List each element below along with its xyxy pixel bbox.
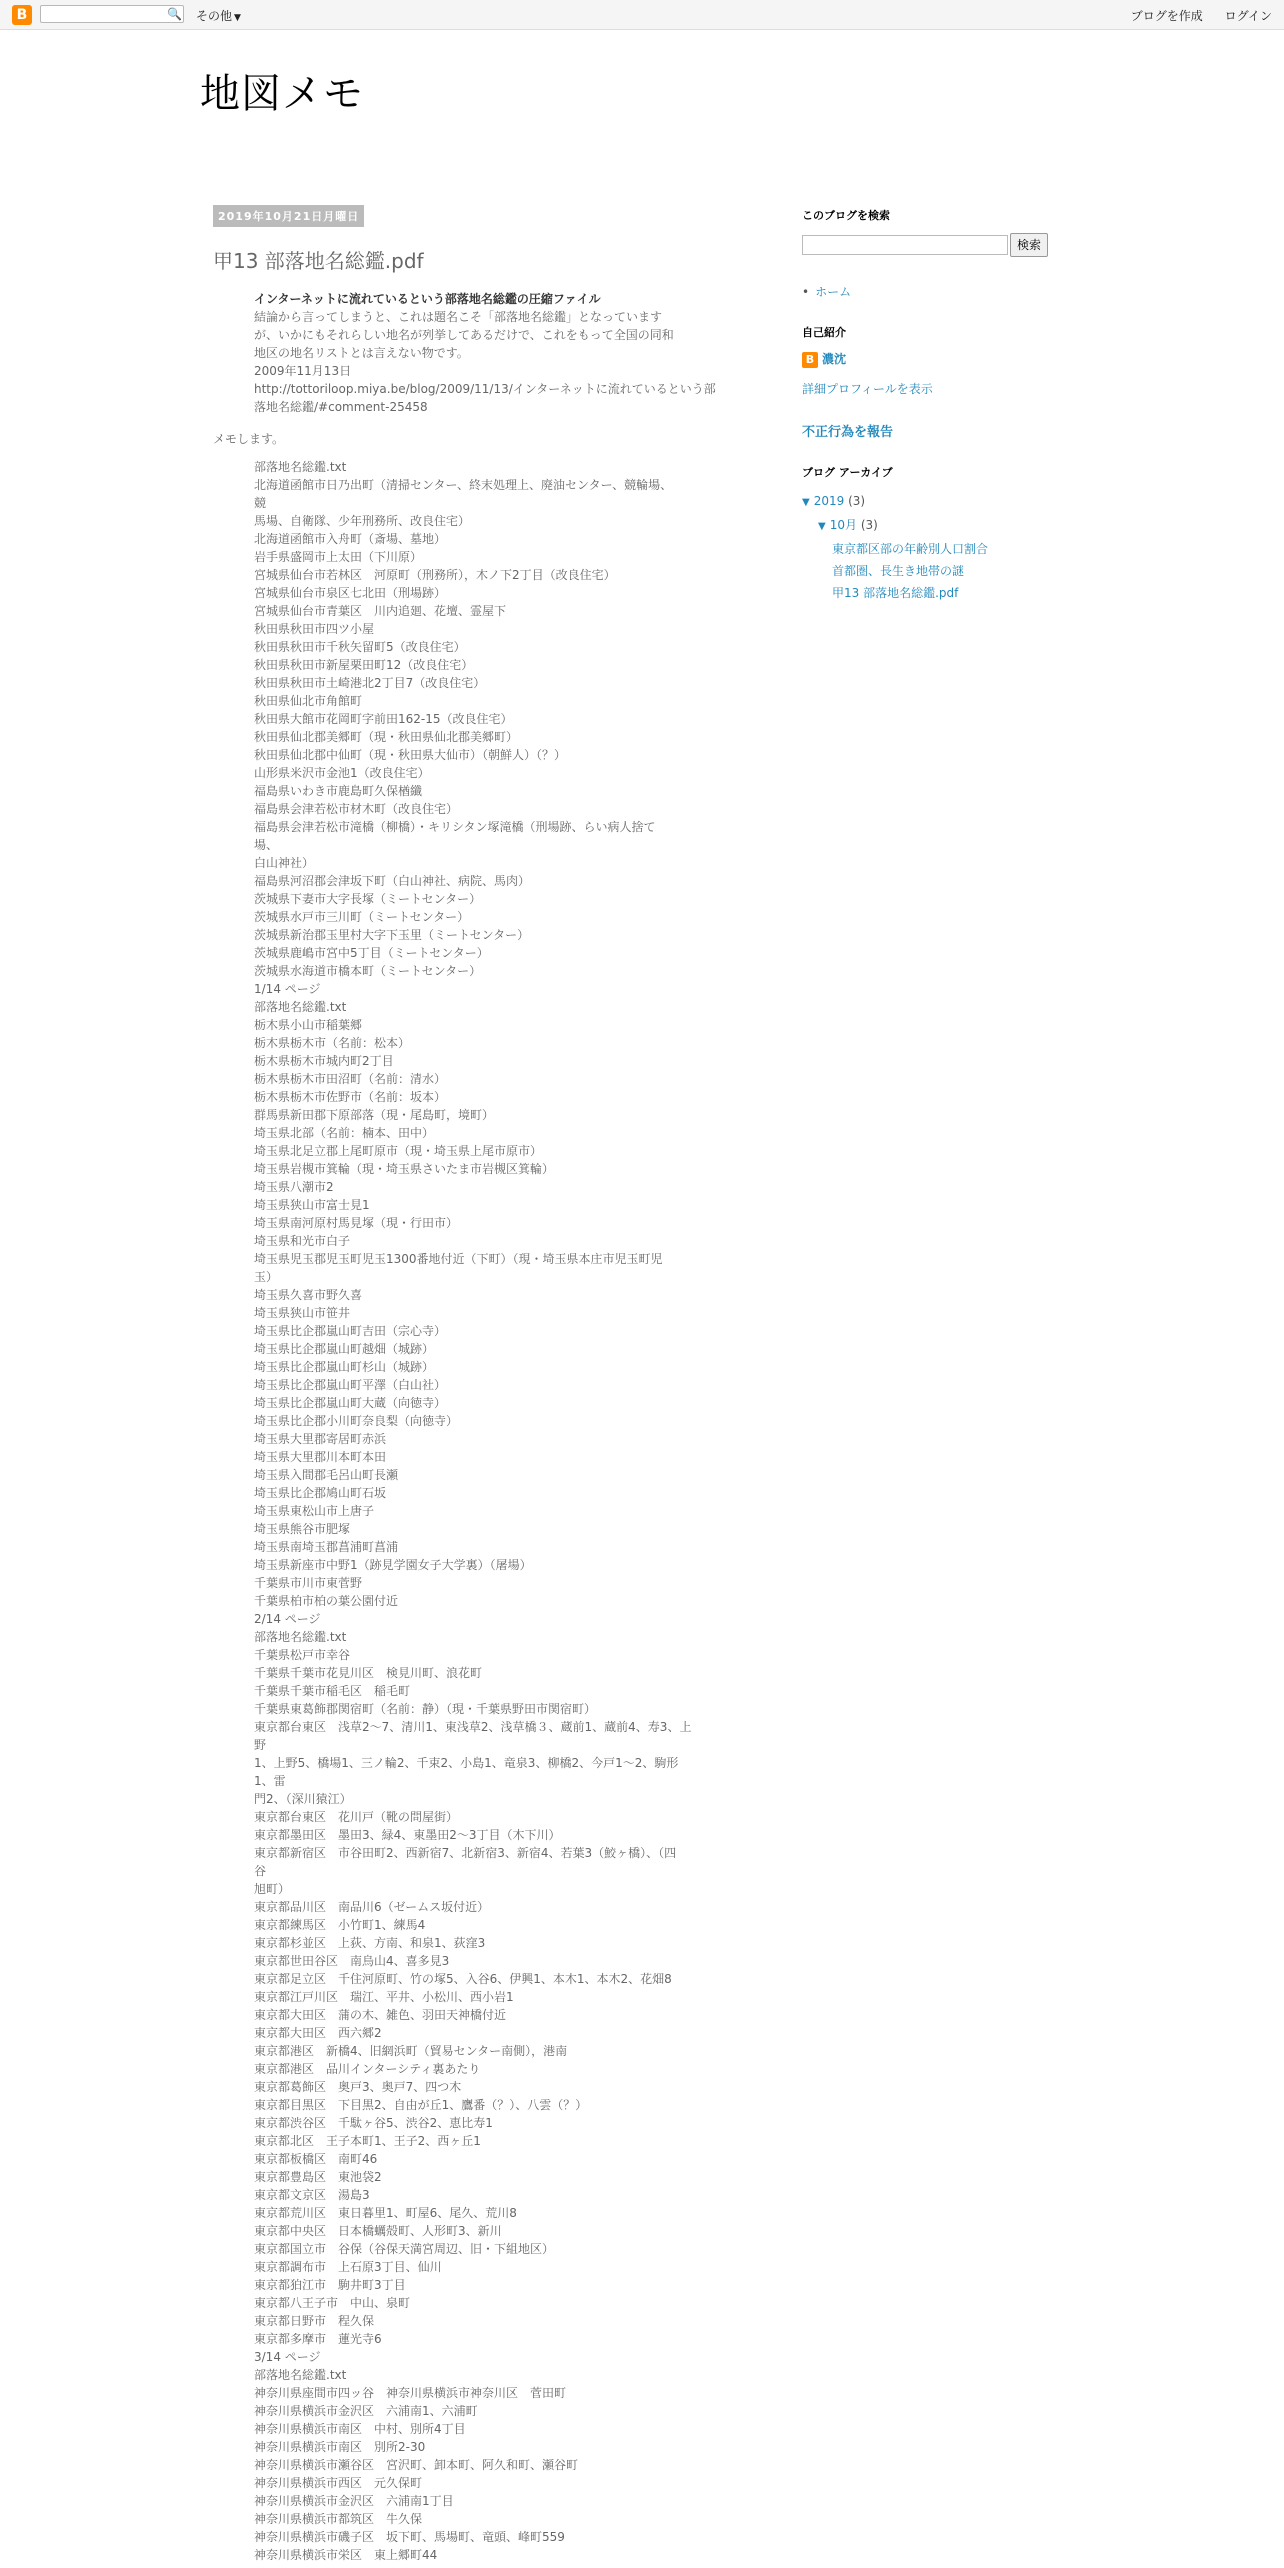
post-line: 千葉県柏市柏の葉公園付近 [254, 1594, 399, 1608]
post-line: 秋田県秋田市土崎港北2丁目7（改良住宅） [254, 676, 486, 690]
post-line: 東京都調布市 上石原3丁目、仙川 [254, 2260, 442, 2274]
post-date: 2019年10月21日月曜日 [213, 205, 364, 227]
blogger-logo-icon[interactable]: B [12, 5, 32, 25]
post-line: 東京都大田区 蒲の木、雑色、羽田天神橋付近 [254, 2008, 507, 2022]
post-line: 宮城県仙台市若林区 河原町（刑務所），木ノ下2丁目（改良住宅） [254, 568, 616, 582]
post-line: 東京都多摩市 蓮光寺6 [254, 2332, 382, 2346]
post-line: 埼玉県入間郡毛呂山町長瀬 [254, 1468, 399, 1482]
post-line: 東京都台東区 浅草2～7、清川1、東浅草2、浅草橋３、蔵前1、蔵前4、寿3、上 [254, 1720, 692, 1734]
post-line: 東京都日野市 程久保 [254, 2314, 375, 2328]
post-line: 埼玉県比企郡嵐山町大蔵（向徳寺） [254, 1396, 447, 1410]
navbar-search-input[interactable] [40, 5, 184, 23]
more-menu[interactable] [196, 7, 241, 24]
post-line: 埼玉県比企郡嵐山町吉田（宗心寺） [254, 1324, 447, 1338]
post-line: 埼玉県南埼玉郡菖浦町菖浦 [254, 1540, 399, 1554]
caret-down-icon: ▼ [234, 13, 241, 23]
post-line: 福島県いわき市鹿島町久保楢纖 [254, 784, 423, 798]
post-line: 宮城県仙台市青葉区 川内追廻、花壇、霊屋下 [254, 604, 507, 618]
post-line: 東京都大田区 西六郷2 [254, 2026, 382, 2040]
post-line: 埼玉県狭山市富士見1 [254, 1198, 370, 1212]
login-link[interactable]: ログイン [1224, 9, 1272, 23]
post-line: 神奈川県横浜市金沢区 六浦南1、六浦町 [254, 2404, 478, 2418]
expand-triangle-icon[interactable]: ▼ [802, 496, 810, 508]
post-line: 部落地名総鑑.txt [254, 2368, 347, 2382]
post-line: 1、上野5、橋場1、三ノ輪2、千束2、小島1、竜泉3、柳橋2、今戸1～2、駒形 [254, 1756, 679, 1770]
archive-post-link[interactable]: 首都圏、長生き地帯の謎 [832, 563, 965, 578]
post-line: 埼玉県比企郡鳩山町石坂 [254, 1486, 387, 1500]
post-line: 東京都杉並区 上荻、方南、和泉1、荻窪3 [254, 1936, 486, 1950]
post-line: 千葉県東葛飾郡関宿町（名前：静）（現・千葉県野田市関宿町） [254, 1702, 597, 1716]
quote-body [254, 308, 724, 416]
post-line: 東京都江戸川区 瑞江、平井、小松川、西小岩1 [254, 1990, 514, 2004]
post-line: 千葉県千葉市稲毛区 稲毛町 [254, 1684, 411, 1698]
archive-year-count: (3) [848, 493, 866, 508]
post-line: 東京都中央区 日本橋蠣殻町、人形町3、新川 [254, 2224, 502, 2238]
page-link-home[interactable]: • ホーム [802, 283, 1062, 300]
post-body-list [254, 458, 724, 2564]
profile-title: 自己紹介 [802, 326, 846, 339]
post-line: 秋田県大館市花岡町字前田162-15（改良住宅） [254, 712, 513, 726]
post-line: 埼玉県比企郡嵐山町越畑（城跡） [254, 1342, 435, 1356]
post-line: 福島県河沼郡会津坂下町（白山神社、病院、馬肉） [254, 874, 531, 888]
quote-line: http://tottoriloop.miya.be/blog/2009/11/13/インターネットに流れているという部 [254, 382, 716, 396]
post-line: 東京都板橋区 南町46 [254, 2152, 378, 2166]
post-line: 埼玉県大里郡寄居町赤浜 [254, 1432, 387, 1446]
post-line: 埼玉県比企郡嵐山町平澤（白山社） [254, 1378, 447, 1392]
quote-line: 2009年11月13日 [254, 364, 352, 378]
post-line: 神奈川県横浜市南区 別所2-30 [254, 2440, 426, 2454]
quote-line: 地区の地名リストとは言えない物です。 [254, 346, 469, 360]
post-line: 3/14 ページ [254, 2350, 321, 2364]
post-line: 宮城県仙台市泉区七北田（刑場跡） [254, 586, 447, 600]
post-line: 東京都渋谷区 千駄ヶ谷5、渋谷2、恵比寿1 [254, 2116, 493, 2130]
archive-month-count: (3) [860, 517, 878, 532]
post-line: 栃木県小山市稲葉郷 [254, 1018, 363, 1032]
post-line: 栃木県栃木市田沼町（名前：清水） [254, 1072, 447, 1086]
post-line: 東京都文京区 湯島3 [254, 2188, 370, 2202]
expand-triangle-icon[interactable]: ▼ [818, 520, 826, 532]
post-line: 谷 [254, 1864, 267, 1878]
archive-title: ブログ アーカイブ [802, 465, 893, 479]
post-quote [254, 290, 724, 416]
post-line: 東京都北区 王子本町1、王子2、西ヶ丘1 [254, 2134, 481, 2148]
post-line: 2/14 ページ [254, 1612, 321, 1626]
post-line: 茨城県水海道市橋本町（ミートセンター） [254, 964, 482, 978]
archive-year-row [802, 490, 1062, 514]
blogger-profile-icon: B [802, 352, 818, 368]
post-line: 1、雷 [254, 1774, 286, 1788]
navbar-right [1113, 7, 1272, 24]
post-line: 部落地名総鑑.txt [254, 1630, 347, 1644]
post-memo: メモします。 [213, 432, 285, 446]
post-line: 東京都荒川区 東日暮里1、町屋6、尾久、荒川8 [254, 2206, 517, 2220]
post-line: 茨城県鹿嶋市宮中5丁目（ミートセンター） [254, 946, 489, 960]
post-line: 埼玉県大里郡川本町本田 [254, 1450, 387, 1464]
post-title[interactable]: 甲13 部落地名総鑑.pdf [213, 249, 424, 273]
post-line: 茨城県新治郡玉里村大字下玉里（ミートセンター） [254, 928, 530, 942]
post-line: 旭町） [254, 1882, 291, 1896]
post-line: 秋田県仙北郡美郷町（現・秋田県仙北郡美郷町） [254, 730, 519, 744]
quote-line: 落地名総鑑/#comment-25458 [254, 400, 428, 414]
post-line: 埼玉県比企郡小川町奈良梨（向徳寺） [254, 1414, 459, 1428]
quote-line: 結論から言ってしまうと、これは題名こそ「部落地名総鑑」となっています [254, 310, 663, 324]
blog-search-input[interactable] [802, 235, 1008, 255]
post-line: 埼玉県東松山市上唐子 [254, 1504, 375, 1518]
post-line: 秋田県秋田市四ツ小屋 [254, 622, 375, 636]
blogger-navbar [0, 0, 1284, 30]
post-line: 埼玉県南河原村馬見塚（現・行田市） [254, 1216, 459, 1230]
post-line: 神奈川県横浜市金沢区 六浦南1丁目 [254, 2494, 454, 2508]
archive-post-link[interactable]: 東京都区部の年齢別人口割合 [832, 541, 989, 556]
post-line: 埼玉県北部（名前：楠本、田中） [254, 1126, 435, 1140]
post-line: 東京都港区 新橋4、旧網浜町（貿易センター南側），港南 [254, 2044, 568, 2058]
post-line: 埼玉県熊谷市肥塚 [254, 1522, 351, 1536]
post-line: 東京都国立市 谷保（谷保天満宮周辺、旧・下組地区） [254, 2242, 555, 2256]
post-line: 東京都新宿区 市谷田町2、西新宿7、北新宿3、新宿4、若葉3（鮫ヶ橋）、（四 [254, 1846, 677, 1860]
post-line: 群馬県新田郡下原部落（現・尾島町，境町） [254, 1108, 495, 1122]
profile-row [802, 350, 1062, 368]
post-line: 東京都目黒区 下目黒2、自由が丘1、鷹番（？）、八雲（？） [254, 2098, 588, 2112]
search-button[interactable]: 検索 [1010, 233, 1048, 257]
post-line: 埼玉県児玉郡児玉町児玉1300番地付近（下町）（現・埼玉県本庄市児玉町児 [254, 1252, 663, 1266]
archive-month-row [818, 514, 1062, 538]
post-line: 東京都台東区 花川戸（靴の問屋街） [254, 1810, 459, 1824]
post-line: 東京都練馬区 小竹町1、練馬4 [254, 1918, 426, 1932]
post-line: 千葉県千葉市花見川区 検見川町、浪花町 [254, 1666, 483, 1680]
post-line: 神奈川県横浜市瀬谷区 宮沢町、卸本町、阿久和町、瀬谷町 [254, 2458, 579, 2472]
post-line: 福島県会津若松市材木町（改良住宅） [254, 802, 459, 816]
quote-heading: インターネットに流れているという部落地名総鑑の圧縮ファイル [254, 292, 601, 306]
post-line: 東京都狛江市 駒井町3丁目 [254, 2278, 406, 2292]
post-line: 東京都豊島区 東池袋2 [254, 2170, 382, 2184]
post-line: 埼玉県久喜市野久喜 [254, 1288, 363, 1302]
post-line: 埼玉県新座市中野1（跡見学園女子大学裏）（屠場） [254, 1558, 532, 1572]
post-line: 秋田県秋田市千秋矢留町5（改良住宅） [254, 640, 466, 654]
post-line: 部落地名総鑑.txt [254, 460, 347, 474]
post-line: 茨城県水戸市三川町（ミートセンター） [254, 910, 470, 924]
search-widget [802, 233, 1062, 259]
post-line: 秋田県仙北市角館町 [254, 694, 363, 708]
post-line: 岩手県盛岡市上太田（下川原） [254, 550, 423, 564]
post-line: 福島県会津若松市滝橋（柳橋）・キリシタン塚滝橋（刑場跡、らい病人捨て [254, 820, 656, 834]
post-line: 茨城県下妻市大字長塚（ミートセンター） [254, 892, 482, 906]
post-line: 神奈川県横浜市栄区 東上郷町44 [254, 2548, 438, 2562]
post-line: 野 [254, 1738, 267, 1752]
post-line: 東京都八王子市 中山、泉町 [254, 2296, 411, 2310]
post-line: 埼玉県岩槻市箕輪（現・埼玉県さいたま市岩槻区箕輪） [254, 1162, 555, 1176]
blog-title[interactable]: 地図メモ [200, 71, 364, 117]
sidebar [802, 207, 1062, 604]
quote-line: が、いかにもそれらしい地名が列挙してあるだけで、これをもって全国の同和 [254, 328, 674, 342]
post-line: 場、 [254, 838, 279, 852]
archive-posts [832, 538, 1062, 604]
post-line: 神奈川県横浜市磯子区 坂下町、馬場町、竜頭、峰町559 [254, 2530, 565, 2544]
post-line: 神奈川県横浜市南区 中村、別所4丁目 [254, 2422, 466, 2436]
post-line: 千葉県松戸市幸谷 [254, 1648, 351, 1662]
archive-post-link[interactable]: 甲13 部落地名総鑑.pdf [832, 585, 959, 600]
search-widget-title: このブログを検索 [802, 209, 890, 222]
post-line: 埼玉県和光市白子 [254, 1234, 351, 1248]
post-line: 千葉県市川市東菅野 [254, 1576, 363, 1590]
post-line: 北海道函館市日乃出町（清掃センター、終末処理上、廃油センター、競輪場、 [254, 478, 673, 492]
post-line: 埼玉県比企郡嵐山町杉山（城跡） [254, 1360, 435, 1374]
create-blog-link[interactable]: ブログを作成 [1130, 9, 1203, 23]
post-line: 玉） [254, 1270, 279, 1284]
post-line: 神奈川県座間市四ッ谷 神奈川県横浜市神奈川区 菅田町 [254, 2386, 567, 2400]
post-line: 東京都品川区 南品川6（ゼームス坂付近） [254, 1900, 490, 1914]
post-line: 栃木県栃木市（名前：松本） [254, 1036, 411, 1050]
profile-detail-link[interactable]: 詳細プロフィールを表示 [802, 381, 933, 396]
post-line: 栃木県栃木市佐野市（名前：坂本） [254, 1090, 447, 1104]
post-line: 門2、（深川猿江） [254, 1792, 352, 1806]
archive-year-link[interactable]: 2019 [813, 493, 845, 508]
post-line: 東京都足立区 千住河原町、竹の塚5、入谷6、伊興1、本木1、本木2、花畑8 [254, 1972, 672, 1986]
post-column [213, 205, 733, 2564]
post-line: 埼玉県八潮市2 [254, 1180, 334, 1194]
post-line: 馬場、自衛隊、少年刑務所、改良住宅） [254, 514, 471, 528]
post-line: 埼玉県狭山市笹井 [254, 1306, 351, 1320]
post-line: 白山神社） [254, 856, 315, 870]
post-line: 競 [254, 496, 267, 510]
post-line: 秋田県仙北郡中仙町（現・秋田県大仙市）（朝鮮人）（？） [254, 748, 567, 762]
archive-month-link[interactable]: 10月 [829, 517, 857, 532]
post-line: 埼玉県北足立郡上尾町原市（現・埼玉県上尾市原市） [254, 1144, 543, 1158]
post-line: 部落地名総鑑.txt [254, 1000, 347, 1014]
archive-widget [802, 490, 1062, 604]
post-line: 栃木県栃木市城内町2丁目 [254, 1054, 394, 1068]
more-menu-label: その他 [196, 9, 233, 23]
post-line: 神奈川県横浜市都筑区 牛久保 [254, 2512, 423, 2526]
search-icon[interactable]: 🔍 [167, 7, 182, 21]
profile-name-link[interactable]: 濃沈 [822, 352, 847, 366]
post-line: 北海道函館市入舟町（斎場、墓地） [254, 532, 447, 546]
post-line: 神奈川県横浜市西区 元久保町 [254, 2476, 423, 2490]
post-line: 東京都葛飾区 奥戸3、奥戸7、四つ木 [254, 2080, 462, 2094]
pages-list [802, 283, 1062, 300]
post-line: 東京都世田谷区 南烏山4、喜多見3 [254, 1954, 450, 1968]
post-line: 秋田県秋田市新屋栗田町12（改良住宅） [254, 658, 474, 672]
post-line: 東京都港区 品川インターシティ裏あたり [254, 2062, 481, 2076]
post-line: 1/14 ページ [254, 982, 321, 996]
report-abuse-link[interactable]: 不正行為を報告 [802, 424, 894, 440]
post-line: 東京都墨田区 墨田3、緑4、東墨田2～3丁目（木下川） [254, 1828, 561, 1842]
post-line: 山形県米沢市金池1（改良住宅） [254, 766, 430, 780]
